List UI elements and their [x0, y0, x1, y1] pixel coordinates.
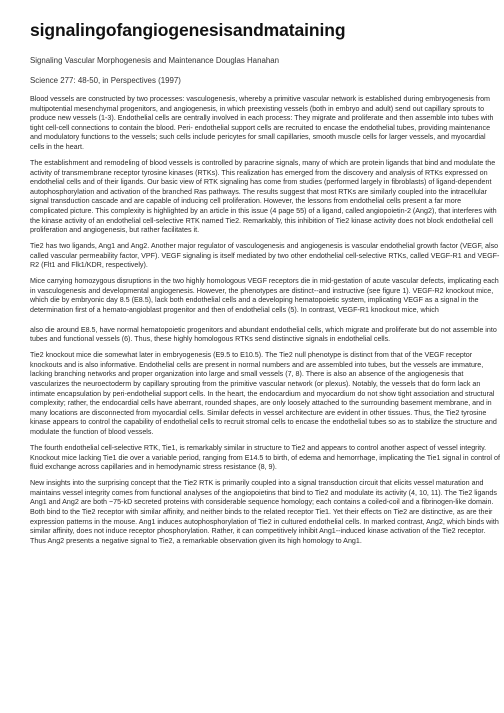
paragraph-5: also die around E8.5, have normal hematopoietic progenitors and abundant endothelial cells, which migrate and proliferate but do not assemble into tubes and functional vessels (6). Thus, these highly homologous RTKs send distinctive signals in endothelial cells.: [30, 325, 497, 344]
article-citation: Science 277: 48-50, in Perspectives (1997): [30, 75, 181, 85]
paragraph-6: Tie2 knockout mice die somewhat later in embryogenesis (E9.5 to E10.5). The Tie2 null phenotype is distinct from that of the VEGF receptor knockouts and is also informative. Endothelial cells are present in normal numbers and are assembled into tubes, but the vessels are immature, lacking branching networks and proper organization into large and small vessels (7, 8). There is also an absence of the angiogenesis that vascularizes the neuroectoderm by capillary sprouting from the primitive vascular network (or plexus). Notably, the vessels that do form lack an intimate encapsulation by peri-endothelial support cells. In the heart, the endocardium and myocardium do not show tight association and structural complexity; rather, the endocardial cells have aberrant, rounded shapes, are only loosely attached to the surrounding basement membrane, and in many locations are disconnected from myocardial cells. Similar defects in vessel architecture are evident in other tissues. Thus, the Tie2 tyrosine kinase appears to control the capability of endothelial cells to recruit stromal cells to encase the endothelial tubes so as to stabilize the structure and modulate the function of blood vessels.: [30, 351, 497, 436]
paragraph-4: Mice carrying homozygous disruptions in the two highly homologous VEGF receptors die in mid-gestation of acute vascular defects, implicating each in vasculogenesis and developmental angiogenesis. However, the phenotypes are distinct--and instructive (see figure 1). VEGF-R2 knockout mice, which die by embryonic day 8.5 (E8.5), lack both endothelial cells and a developing hematopoietic system, implicating VEGF as a signal in the determination first of a hemato-angioblast progenitor and then of endothelial cells (5). In contrast, VEGF-R1 knockout mice, which: [30, 277, 499, 315]
paragraph-3: Tie2 has two ligands, Ang1 and Ang2. Another major regulator of vasculogenesis and angiogenesis is vascular endothelial growth factor (VEGF, also called vascular permeability factor, VPF). VEGF signaling is itself mediated by two other endothelial cell-selective RTKs, called VEGF-R1 and VEGF-R2 (Flt1 and Flk1/KDR, respectively).: [30, 242, 500, 270]
paragraph-8: New insights into the surprising concept that the Tie2 RTK is primarily coupled into a signal transduction circuit that elicits vessel maturation and maintains vessel integrity comes from functional analyses of the angiopoietins that bind to Tie2 and modulate its activity (4, 10, 11). The Tie2 ligands Ang1 and Ang2 are both ~75-kD secreted proteins with considerable sequence homology; each contains a coiled-coil and a fibrinogen-like domain. Both bind to the Tie2 receptor with similar affinity, and neither binds to the related receptor Tie1. Yet their effects on Tie2 are distinctive, as are their expression patterns in the mouse. Ang1 induces autophosphorylation of Tie2 in cultured endothelial cells. In marked contrast, Ang2, which binds with similar affinity, does not induce receptor phosphorylation. Rather, it can competitively inhibit Ang1--induced kinase activation of the Tie2 receptor. Thus Ang2 presents a negative signal to Tie2, a remarkable observation given its high homology to Ang1.: [30, 479, 499, 545]
paragraph-2: The establishment and remodeling of blood vessels is controlled by paracrine signals, many of which are protein ligands that bind and modulate the activity of transmembrane receptor tyrosine kinases (RTKs). This realization has emerged from the discovery and analysis of RTKs expressed on endothelial cells and of their ligands. Our basic view of RTK signaling has come from studies (performed largely in fibroblasts) of ligand-dependent autophosphorylation and activation of the branched Ras pathways. The results suggest that most RTKs are similarly coupled into the intracellular signal transduction cascade and are capable of inducing cell proliferation. However, the lessons from endothelial cells present a far more complicated picture. This complexity is highlighted by an article in this issue (4 page 55) of a ligand, called angiopoietin-2 (Ang2), that interferes with the kinase activity of an endothelial cell-selective RTK named Tie2. Remarkably, this inhibition of Tie2 kinase activity does not block endothelial cell proliferation and angiogenesis, but rather facilitates it.: [30, 158, 497, 235]
paragraph-1: Blood vessels are constructed by two processes: vasculogenesis, whereby a primitive vascular network is established during embryogenesis from multipotential mesenchymal progenitors, and angiogenesis, in which preexisting vessels (both in embryo and adult) send out capillary sprouts to produce new vessels (1-3). Endothelial cells are centrally involved in each process: They migrate and proliferate and then assemble into tubes with tight cell-cell connections to contain the blood. Peri- endothelial support cells are recruited to encase the endothelial tubes, providing maintenance and modulatory functions to the vessels; such cells include pericytes for small capillaries, smooth muscle cells for larger vessels, and myocardial cells in the heart.: [30, 95, 494, 151]
page-title: signalingofangiogenesisandmataining: [30, 20, 346, 40]
paragraph-7: The fourth endothelial cell-selective RTK, Tie1, is remarkably similar in structure to Tie2 and appears to control another aspect of vessel integrity. Knockout mice lacking Tie1 die over a variable period, ranging from E14.5 to birth, of edema and hemorrhage, implicating the Tie1 signal in control of fluid exchange across capillaries and in hemodynamic stress resistance (8, 9).: [30, 443, 500, 472]
article-subtitle: Signaling Vascular Morphogenesis and Maintenance Douglas Hanahan: [30, 56, 280, 65]
